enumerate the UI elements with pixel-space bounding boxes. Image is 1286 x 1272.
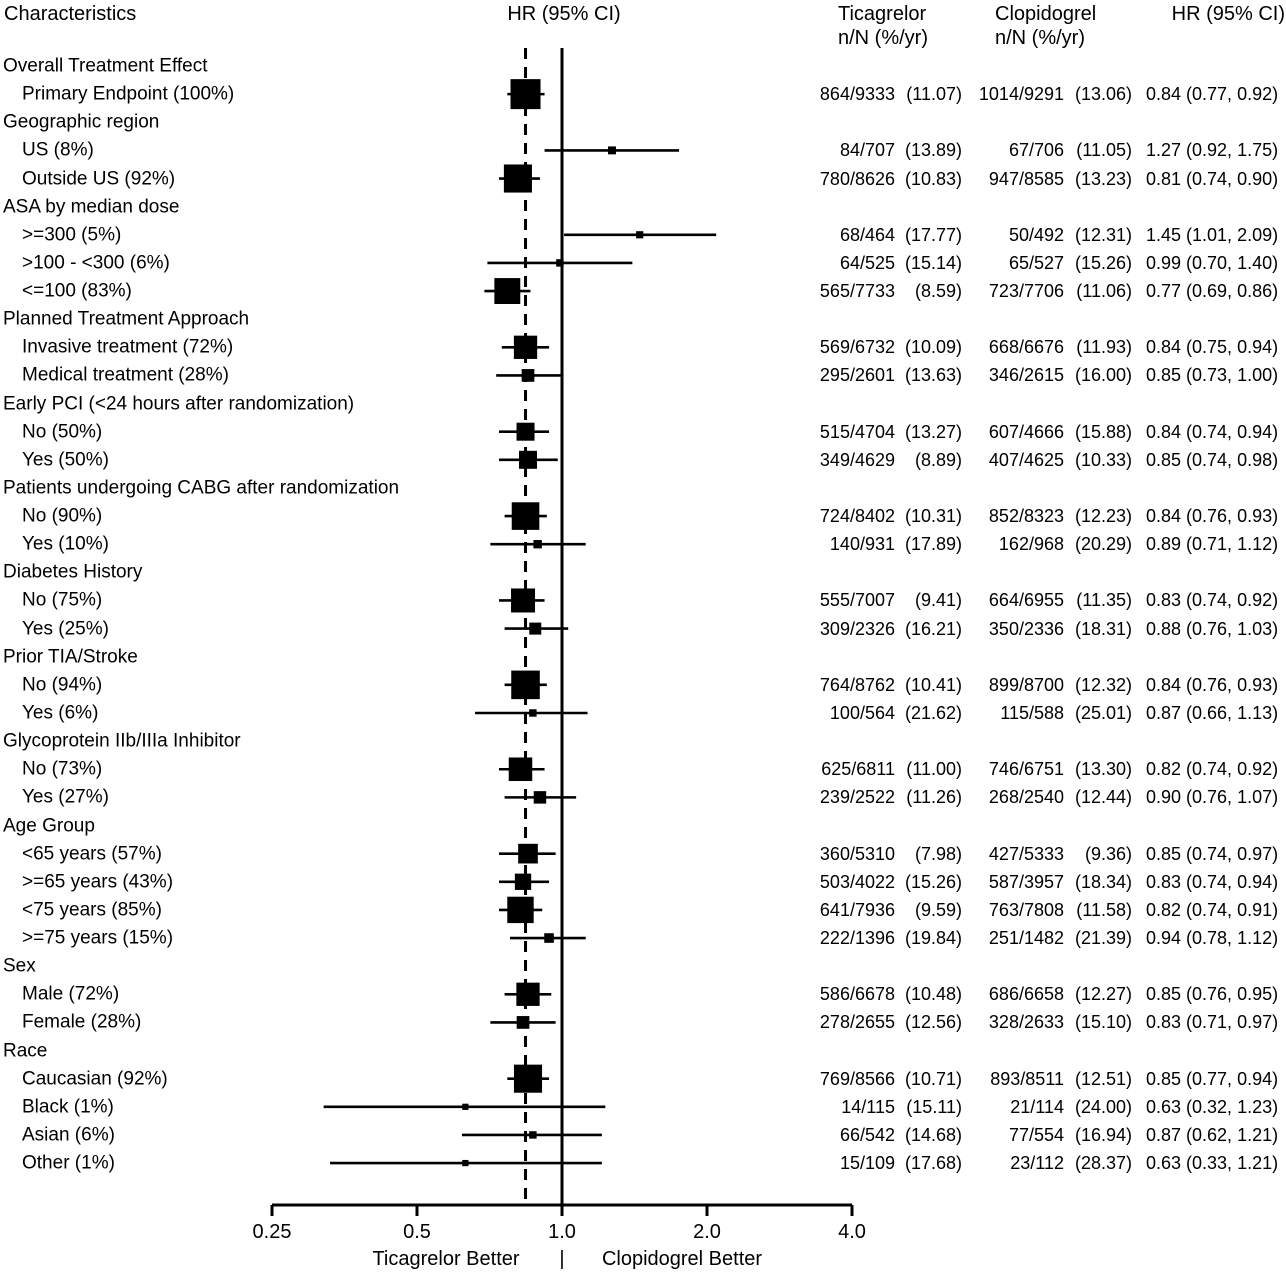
ticagrelor-column-subheader: n/N (%/yr) <box>838 27 928 49</box>
ticagrelor-nN-value: 625/6811 <box>821 759 895 780</box>
subgroup-label: Yes (27%) <box>22 786 109 808</box>
clopidogrel-rate-value: (16.00) <box>1074 365 1132 386</box>
ticagrelor-rate-value: (8.89) <box>914 449 962 470</box>
clopidogrel-nN-value: 947/8585 <box>988 168 1064 189</box>
subgroup-label: <75 years (85%) <box>22 899 162 921</box>
subgroup-label: Black (1%) <box>22 1096 114 1118</box>
ticagrelor-rate-value: (11.26) <box>906 787 962 808</box>
hr-point-square <box>514 1065 542 1093</box>
clopidogrel-rate-value: (21.39) <box>1074 928 1132 949</box>
clopidogrel-nN-value: 65/527 <box>1008 252 1064 273</box>
ticagrelor-rate-value: (13.27) <box>904 421 962 442</box>
ticagrelor-rate-value: (11.00) <box>906 759 962 780</box>
hr-ci-value: 0.85 (0.77, 0.94) <box>1146 1068 1279 1089</box>
group-label: Geographic region <box>3 111 160 133</box>
subgroup-label: Outside US (92%) <box>22 168 176 190</box>
hr-ci-value: 0.84 (0.76, 0.93) <box>1146 674 1279 695</box>
hr-ci-value: 1.45 (1.01, 2.09) <box>1146 224 1279 245</box>
clopidogrel-rate-value: (10.33) <box>1074 449 1132 470</box>
clopidogrel-rate-value: (12.31) <box>1074 224 1132 245</box>
clopidogrel-rate-value: (12.44) <box>1074 787 1132 808</box>
hr-ci-value: 0.88 (0.76, 1.03) <box>1146 618 1279 639</box>
ticagrelor-rate-value: (17.77) <box>904 224 962 245</box>
ticagrelor-rate-value: (11.07) <box>906 84 962 105</box>
clopidogrel-nN-value: 763/7808 <box>988 899 1064 920</box>
hr-ci-value: 0.63 (0.33, 1.21) <box>1146 1153 1279 1174</box>
hr-point-square <box>529 1131 536 1138</box>
hr-point-square <box>534 791 546 803</box>
subgroup-label: Yes (50%) <box>22 449 109 471</box>
right-axis-direction-label: Clopidogrel Better <box>601 1248 763 1270</box>
clopidogrel-nN-value: 67/706 <box>1008 140 1064 161</box>
hr-ci-value: 0.83 (0.74, 0.94) <box>1146 871 1279 892</box>
hr-point-square <box>556 259 563 266</box>
group-label: ASA by median dose <box>3 196 180 218</box>
clopidogrel-rate-value: (15.88) <box>1074 421 1132 442</box>
hr-ci-value: 0.85 (0.74, 0.97) <box>1146 843 1279 864</box>
clopidogrel-rate-value: (25.01) <box>1074 702 1132 723</box>
group-label: Race <box>3 1040 48 1062</box>
clopidogrel-nN-value: 23/112 <box>1010 1153 1064 1174</box>
hr-ci-value: 1.27 (0.92, 1.75) <box>1146 140 1279 161</box>
clopidogrel-nN-value: 746/6751 <box>988 759 1064 780</box>
clopidogrel-nN-value: 251/1482 <box>988 928 1064 949</box>
clopidogrel-nN-value: 427/5333 <box>988 843 1064 864</box>
clopidogrel-nN-value: 899/8700 <box>988 674 1064 695</box>
clopidogrel-rate-value: (12.23) <box>1074 506 1132 527</box>
hr-ci-value: 0.63 (0.32, 1.23) <box>1146 1096 1279 1117</box>
clopidogrel-rate-value: (15.10) <box>1074 1012 1132 1033</box>
subgroup-label: <65 years (57%) <box>22 843 162 865</box>
clopidogrel-rate-value: (20.29) <box>1074 534 1132 555</box>
ticagrelor-nN-value: 14/115 <box>841 1096 895 1117</box>
ticagrelor-nN-value: 864/9333 <box>819 84 895 105</box>
clopidogrel-rate-value: (18.31) <box>1074 618 1132 639</box>
hr-point-square <box>509 757 533 781</box>
hr-point-square <box>515 874 531 890</box>
ticagrelor-rate-value: (10.48) <box>904 984 962 1005</box>
hr-ci-value: 0.89 (0.71, 1.12) <box>1146 534 1279 555</box>
ticagrelor-nN-value: 515/4704 <box>819 421 895 442</box>
group-label: Glycoprotein IIb/IIIa Inhibitor <box>3 730 241 752</box>
ticagrelor-rate-value: (17.89) <box>904 534 962 555</box>
subgroup-label: No (90%) <box>22 505 103 527</box>
hr-ci-value: 0.84 (0.77, 0.92) <box>1146 84 1279 105</box>
hr-ci-value: 0.84 (0.75, 0.94) <box>1146 337 1279 358</box>
subgroup-label: Primary Endpoint (100%) <box>22 83 235 105</box>
hr-point-square <box>544 933 554 943</box>
clopidogrel-nN-value: 21/114 <box>1010 1096 1064 1117</box>
hr-ci-value: 0.85 (0.74, 0.98) <box>1146 449 1279 470</box>
ticagrelor-nN-value: 66/542 <box>839 1124 895 1145</box>
plot-hr-ci-header: HR (95% CI) <box>507 3 621 25</box>
clopidogrel-nN-value: 664/6955 <box>988 590 1064 611</box>
hr-point-square <box>504 164 532 192</box>
clopidogrel-nN-value: 350/2336 <box>988 618 1064 639</box>
hr-ci-column-header: HR (95% CI) <box>1171 3 1285 25</box>
ticagrelor-rate-value: (12.56) <box>904 1012 962 1033</box>
ticagrelor-nN-value: 586/6678 <box>819 984 895 1005</box>
hr-ci-value: 0.83 (0.74, 0.92) <box>1146 590 1279 611</box>
hr-point-square <box>462 1160 468 1166</box>
clopidogrel-nN-value: 115/588 <box>1000 702 1064 723</box>
clopidogrel-nN-value: 346/2615 <box>988 365 1064 386</box>
subgroup-label: >100 - <300 (6%) <box>22 252 170 274</box>
ticagrelor-nN-value: 239/2522 <box>819 787 895 808</box>
clopidogrel-nN-value: 268/2540 <box>988 787 1064 808</box>
characteristics-header: Characteristics <box>4 3 137 25</box>
subgroup-label: Male (72%) <box>22 983 120 1005</box>
clopidogrel-rate-value: (13.23) <box>1074 168 1132 189</box>
clopidogrel-rate-value: (12.27) <box>1074 984 1132 1005</box>
left-axis-direction-label: Ticagrelor Better <box>372 1248 520 1270</box>
hr-point-square <box>514 336 537 359</box>
subgroup-label: US (8%) <box>22 139 94 161</box>
ticagrelor-nN-value: 555/7007 <box>819 590 895 611</box>
subgroup-label: Invasive treatment (72%) <box>22 336 234 358</box>
hr-point-square <box>519 451 537 469</box>
subgroup-label: Yes (6%) <box>22 702 99 724</box>
ticagrelor-nN-value: 349/4629 <box>819 449 895 470</box>
group-label: Early PCI (<24 hours after randomization) <box>3 393 355 415</box>
clopidogrel-nN-value: 668/6676 <box>988 337 1064 358</box>
ticagrelor-nN-value: 360/5310 <box>819 843 895 864</box>
clopidogrel-nN-value: 852/8323 <box>988 506 1064 527</box>
clopidogrel-rate-value: (13.30) <box>1074 759 1132 780</box>
subgroup-label: >=300 (5%) <box>22 224 122 246</box>
hr-point-square <box>529 709 536 716</box>
subgroup-label: Asian (6%) <box>22 1124 115 1146</box>
hr-ci-value: 0.84 (0.76, 0.93) <box>1146 506 1279 527</box>
subgroup-label: Female (28%) <box>22 1011 142 1033</box>
ticagrelor-nN-value: 569/6732 <box>819 337 895 358</box>
subgroup-label: No (73%) <box>22 758 103 780</box>
clopidogrel-nN-value: 1014/9291 <box>978 84 1064 105</box>
ticagrelor-rate-value: (13.63) <box>904 365 962 386</box>
ticagrelor-nN-value: 68/464 <box>839 224 895 245</box>
x-axis-tick-label: 2.0 <box>693 1221 721 1243</box>
hr-ci-value: 0.83 (0.71, 0.97) <box>1146 1012 1279 1033</box>
group-label: Overall Treatment Effect <box>3 55 208 77</box>
clopidogrel-nN-value: 723/7706 <box>988 281 1064 302</box>
x-axis-tick-label: 1.0 <box>548 1221 576 1243</box>
group-label: Prior TIA/Stroke <box>3 646 138 668</box>
ticagrelor-column-header: Ticagrelor <box>838 3 927 25</box>
ticagrelor-nN-value: 641/7936 <box>819 899 895 920</box>
group-label: Diabetes History <box>3 561 143 583</box>
axis-direction-divider: | <box>559 1248 565 1270</box>
subgroup-label: <=100 (83%) <box>22 280 132 302</box>
hr-ci-value: 0.77 (0.69, 0.86) <box>1146 281 1279 302</box>
clopidogrel-column-header: Clopidogrel <box>995 3 1097 25</box>
ticagrelor-nN-value: 295/2601 <box>819 365 895 386</box>
hr-point-square <box>522 369 535 382</box>
ticagrelor-nN-value: 100/564 <box>829 702 895 723</box>
clopidogrel-rate-value: (28.37) <box>1074 1153 1132 1174</box>
group-label: Age Group <box>3 815 95 836</box>
clopidogrel-nN-value: 77/554 <box>1008 1124 1064 1145</box>
clopidogrel-rate-value: (16.94) <box>1074 1124 1132 1145</box>
clopidogrel-rate-value: (11.06) <box>1076 281 1132 302</box>
hr-point-square <box>494 278 520 304</box>
subgroup-label: Caucasian (92%) <box>22 1068 168 1090</box>
hr-point-square <box>511 671 540 700</box>
clopidogrel-nN-value: 50/492 <box>1008 224 1064 245</box>
ticagrelor-nN-value: 565/7733 <box>819 281 895 302</box>
clopidogrel-rate-value: (12.51) <box>1074 1068 1132 1089</box>
ticagrelor-rate-value: (19.84) <box>904 928 962 949</box>
hr-point-square <box>529 623 541 635</box>
ticagrelor-nN-value: 764/8762 <box>819 674 895 695</box>
subgroup-label: Medical treatment (28%) <box>22 364 229 386</box>
clopidogrel-nN-value: 587/3957 <box>988 871 1064 892</box>
ticagrelor-rate-value: (15.26) <box>904 871 962 892</box>
hr-point-square <box>608 146 616 154</box>
hr-point-square <box>516 983 539 1006</box>
hr-point-square <box>512 502 540 530</box>
clopidogrel-rate-value: (24.00) <box>1074 1096 1132 1117</box>
clopidogrel-rate-value: (18.34) <box>1074 871 1132 892</box>
ticagrelor-nN-value: 769/8566 <box>819 1068 895 1089</box>
hr-point-square <box>533 540 541 548</box>
hr-ci-value: 0.85 (0.76, 0.95) <box>1146 984 1279 1005</box>
ticagrelor-rate-value: (10.71) <box>904 1068 962 1089</box>
ticagrelor-rate-value: (10.31) <box>904 506 962 527</box>
hr-point-square <box>511 79 541 109</box>
ticagrelor-nN-value: 780/8626 <box>819 168 895 189</box>
hr-ci-value: 0.87 (0.62, 1.21) <box>1146 1124 1279 1145</box>
subgroup-label: Yes (10%) <box>22 533 109 555</box>
ticagrelor-rate-value: (21.62) <box>904 702 962 723</box>
clopidogrel-rate-value: (12.32) <box>1074 674 1132 695</box>
ticagrelor-rate-value: (7.98) <box>914 843 962 864</box>
clopidogrel-nN-value: 328/2633 <box>988 1012 1064 1033</box>
clopidogrel-rate-value: (13.06) <box>1074 84 1132 105</box>
x-axis-tick-label: 0.5 <box>403 1221 431 1243</box>
x-axis-tick-label: 4.0 <box>838 1221 866 1243</box>
clopidogrel-nN-value: 686/6658 <box>988 984 1064 1005</box>
subgroup-label: No (94%) <box>22 674 103 696</box>
hr-point-square <box>507 897 533 923</box>
ticagrelor-nN-value: 278/2655 <box>819 1012 895 1033</box>
subgroup-label: No (50%) <box>22 421 103 443</box>
hr-ci-value: 0.82 (0.74, 0.91) <box>1146 899 1279 920</box>
clopidogrel-nN-value: 407/4625 <box>988 449 1064 470</box>
hr-ci-value: 0.84 (0.74, 0.94) <box>1146 421 1279 442</box>
clopidogrel-rate-value: (11.05) <box>1076 140 1132 161</box>
ticagrelor-rate-value: (10.41) <box>904 674 962 695</box>
ticagrelor-nN-value: 15/109 <box>839 1153 895 1174</box>
clopidogrel-column-subheader: n/N (%/yr) <box>995 27 1085 49</box>
clopidogrel-rate-value: (11.35) <box>1076 590 1132 611</box>
hr-point-square <box>517 1016 530 1029</box>
ticagrelor-nN-value: 503/4022 <box>819 871 895 892</box>
ticagrelor-rate-value: (10.09) <box>904 337 962 358</box>
clopidogrel-nN-value: 607/4666 <box>988 421 1064 442</box>
hr-point-square <box>462 1104 468 1110</box>
ticagrelor-nN-value: 64/525 <box>839 252 895 273</box>
ticagrelor-rate-value: (14.68) <box>904 1124 962 1145</box>
ticagrelor-nN-value: 309/2326 <box>819 618 895 639</box>
hr-ci-value: 0.85 (0.73, 1.00) <box>1146 365 1279 386</box>
clopidogrel-rate-value: (9.36) <box>1084 843 1132 864</box>
hr-ci-value: 0.99 (0.70, 1.40) <box>1146 252 1279 273</box>
hr-ci-value: 0.81 (0.74, 0.90) <box>1146 168 1279 189</box>
ticagrelor-rate-value: (10.83) <box>904 168 962 189</box>
ticagrelor-nN-value: 222/1396 <box>819 928 895 949</box>
ticagrelor-rate-value: (17.68) <box>904 1153 962 1174</box>
clopidogrel-rate-value: (15.26) <box>1074 252 1132 273</box>
ticagrelor-rate-value: (15.14) <box>904 252 962 273</box>
ticagrelor-rate-value: (16.21) <box>904 618 962 639</box>
hr-ci-value: 0.94 (0.78, 1.12) <box>1146 928 1279 949</box>
ticagrelor-rate-value: (15.11) <box>906 1096 962 1117</box>
group-label: Patients undergoing CABG after randomization <box>3 477 400 499</box>
clopidogrel-rate-value: (11.93) <box>1076 337 1132 358</box>
hr-point-square <box>517 423 535 441</box>
x-axis-tick-label: 0.25 <box>252 1221 292 1243</box>
subgroup-label: Other (1%) <box>22 1152 115 1174</box>
ticagrelor-rate-value: (9.41) <box>914 590 962 611</box>
hr-ci-value: 0.87 (0.66, 1.13) <box>1146 702 1279 723</box>
clopidogrel-nN-value: 893/8511 <box>990 1068 1064 1089</box>
ticagrelor-rate-value: (9.59) <box>914 899 962 920</box>
ticagrelor-nN-value: 140/931 <box>829 534 895 555</box>
clopidogrel-rate-value: (11.58) <box>1076 899 1132 920</box>
subgroup-label: No (75%) <box>22 589 103 611</box>
ticagrelor-rate-value: (13.89) <box>904 140 962 161</box>
ticagrelor-rate-value: (8.59) <box>914 281 962 302</box>
subgroup-label: Yes (25%) <box>22 618 109 640</box>
hr-ci-value: 0.90 (0.76, 1.07) <box>1146 787 1279 808</box>
hr-ci-value: 0.82 (0.74, 0.92) <box>1146 759 1279 780</box>
subgroup-label: >=75 years (15%) <box>22 927 174 949</box>
group-label: Sex <box>3 955 36 977</box>
hr-point-square <box>636 231 643 238</box>
hr-point-square <box>511 588 535 612</box>
subgroup-label: >=65 years (43%) <box>22 871 174 893</box>
clopidogrel-nN-value: 162/968 <box>998 534 1064 555</box>
ticagrelor-nN-value: 724/8402 <box>819 506 895 527</box>
ticagrelor-nN-value: 84/707 <box>839 140 895 161</box>
group-label: Planned Treatment Approach <box>3 308 250 330</box>
hr-point-square <box>518 844 538 864</box>
